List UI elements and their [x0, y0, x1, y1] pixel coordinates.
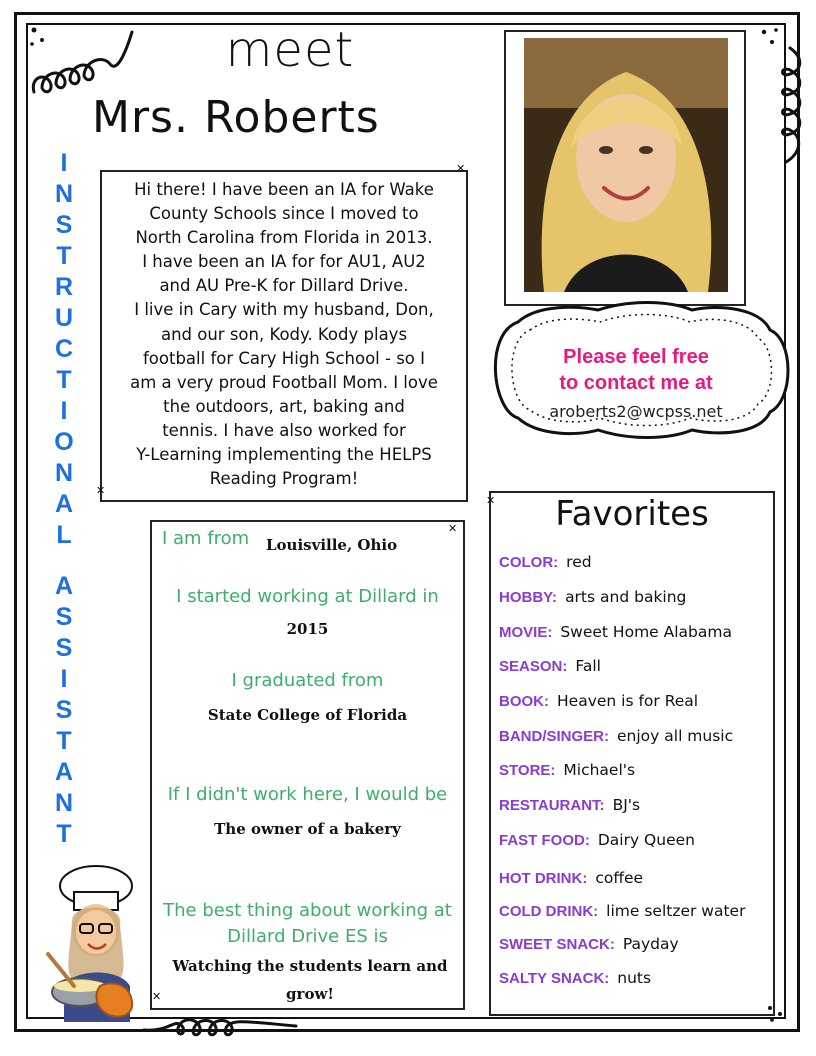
bio-line: County Schools since I moved to [149, 204, 419, 224]
fact-from-question: I am from [162, 528, 250, 549]
corner-swirl-top-right [750, 18, 810, 168]
side-title [50, 148, 78, 850]
fact-started-answer: 2015 [286, 620, 329, 638]
favorite-item [499, 969, 651, 993]
side-title-letter: S [55, 696, 73, 724]
contact-heading-line-1: Please feel free [563, 346, 709, 368]
contact-email[interactable]: aroberts2@wcpss.net [549, 402, 723, 421]
favorite-label: SEASON: [499, 658, 568, 675]
side-title-letter: R [54, 273, 74, 301]
favorite-item [499, 692, 698, 716]
meet-heading: meet [225, 22, 355, 78]
fact-from-answer: Louisville, Ohio [266, 536, 398, 554]
favorite-label: HOBBY: [499, 589, 558, 606]
bio-text [104, 178, 464, 491]
fact-best-thing-answer-line-1: Watching the students learn and [172, 957, 448, 975]
favorite-label: COLOR: [499, 554, 559, 571]
side-title-letter: T [56, 820, 72, 848]
side-title-letter: U [54, 304, 74, 332]
favorites-title: Favorites [555, 494, 709, 534]
contact-heading [478, 344, 794, 396]
favorite-value: enjoy all music [617, 727, 734, 745]
favorite-label: STORE: [499, 762, 556, 779]
side-title-letter: I [60, 665, 68, 693]
fact-best-thing-question [150, 898, 465, 950]
bio-line: the outdoors, art, baking and [163, 396, 405, 416]
corner-x-mark: ✕ [456, 162, 466, 175]
side-title-letter: L [56, 521, 72, 549]
favorite-item [499, 553, 592, 577]
favorite-value: Dairy Queen [597, 831, 695, 849]
fact-best-thing-question-line-1: The best thing about working at [163, 900, 452, 921]
side-title-letter: T [56, 242, 72, 270]
fact-started-question: I started working at Dillard in [176, 586, 439, 607]
teacher-photo [524, 38, 728, 292]
fact-best-thing-question-line-2: Dillard Drive ES is [227, 926, 388, 947]
bio-line: I live in Cary with my husband, Don, [134, 300, 434, 320]
side-title-letter: C [54, 335, 74, 363]
side-title-letter: S [55, 603, 73, 631]
favorite-value: coffee [595, 869, 644, 887]
bio-line: and AU Pre-K for Dillard Drive. [159, 276, 409, 296]
bottom-swirl [140, 1008, 300, 1048]
favorite-item [499, 796, 640, 820]
favorite-value: Michael's [563, 761, 636, 779]
favorite-value: arts and baking [565, 588, 687, 606]
bio-line: Reading Program! [209, 469, 359, 489]
side-title-letter: S [55, 634, 73, 662]
fact-graduated-answer: State College of Florida [207, 706, 408, 724]
favorite-value: lime seltzer water [606, 902, 746, 920]
side-title-letter: N [54, 180, 74, 208]
favorite-value: nuts [617, 969, 652, 987]
favorite-item [499, 831, 695, 855]
favorite-label: HOT DRINK: [499, 870, 588, 887]
bio-line: North Carolina from Florida in 2013. [135, 228, 433, 248]
bio-line: football for Cary High School - so I [142, 348, 425, 368]
fact-best-thing-answer-line-2: grow! [286, 985, 334, 1003]
favorite-label: RESTAURANT: [499, 797, 605, 814]
side-title-letter: O [54, 428, 74, 456]
favorite-item [499, 588, 686, 612]
favorite-item [499, 727, 733, 751]
favorite-item [499, 869, 643, 893]
favorite-value: BJ's [612, 796, 641, 814]
side-title-letter: A [54, 490, 74, 518]
bio-line: tennis. I have also worked for [162, 420, 406, 440]
favorite-label: SALTY SNACK: [499, 970, 610, 987]
side-title-letter: S [55, 211, 73, 239]
side-title-letter: T [56, 366, 72, 394]
contact-heading-line-2: to contact me at [559, 372, 713, 394]
corner-x-mark: ✕ [486, 494, 496, 507]
side-title-letter: I [60, 149, 68, 177]
fact-graduated-question: I graduated from [231, 670, 384, 691]
bio-line: I have been an IA for for AU1, AU2 [142, 252, 426, 272]
side-title-letter: N [54, 789, 74, 817]
favorite-item [499, 623, 732, 647]
favorite-value: Payday [622, 935, 679, 953]
favorite-value: Fall [575, 657, 601, 675]
favorite-label: BAND/SINGER: [499, 728, 610, 745]
favorite-label: MOVIE: [499, 624, 553, 641]
bio-line: am a very proud Football Mom. I love [130, 372, 438, 392]
favorite-label: COLD DRINK: [499, 903, 599, 920]
fact-alternate-job-question: If I didn't work here, I would be [167, 784, 448, 805]
fact-alternate-job-answer: The owner of a bakery [214, 820, 401, 838]
favorite-label: SWEET SNACK: [499, 936, 615, 953]
bio-line: Y-Learning implementing the HELPS [136, 445, 432, 465]
teacher-name: Mrs. Roberts [92, 92, 380, 143]
corner-x-mark: ✕ [152, 990, 162, 1003]
favorite-label: BOOK: [499, 693, 549, 710]
bio-line: and our son, Kody. Kody plays [160, 324, 408, 344]
side-title-letter: N [54, 459, 74, 487]
favorite-value: Sweet Home Alabama [560, 623, 732, 641]
corner-x-mark: ✕ [96, 484, 106, 497]
favorite-item [499, 935, 679, 959]
favorite-label: FAST FOOD: [499, 832, 590, 849]
fact-best-thing-answer [170, 952, 450, 1008]
favorite-item [499, 657, 601, 681]
side-title-letter: I [60, 397, 68, 425]
side-title-word-2 [50, 571, 78, 850]
favorite-value: red [566, 553, 592, 571]
side-title-letter: T [56, 727, 72, 755]
bio-line: Hi there! I have been an IA for Wake [134, 180, 434, 199]
side-title-letter: A [54, 572, 74, 600]
side-title-letter: A [54, 758, 74, 786]
side-title-word-1 [50, 148, 78, 551]
chef-avatar-illustration [34, 862, 144, 1022]
favorite-value: Heaven is for Real [557, 692, 699, 710]
favorite-item [499, 761, 635, 785]
corner-x-mark: ✕ [448, 522, 458, 535]
favorite-item [499, 902, 745, 926]
